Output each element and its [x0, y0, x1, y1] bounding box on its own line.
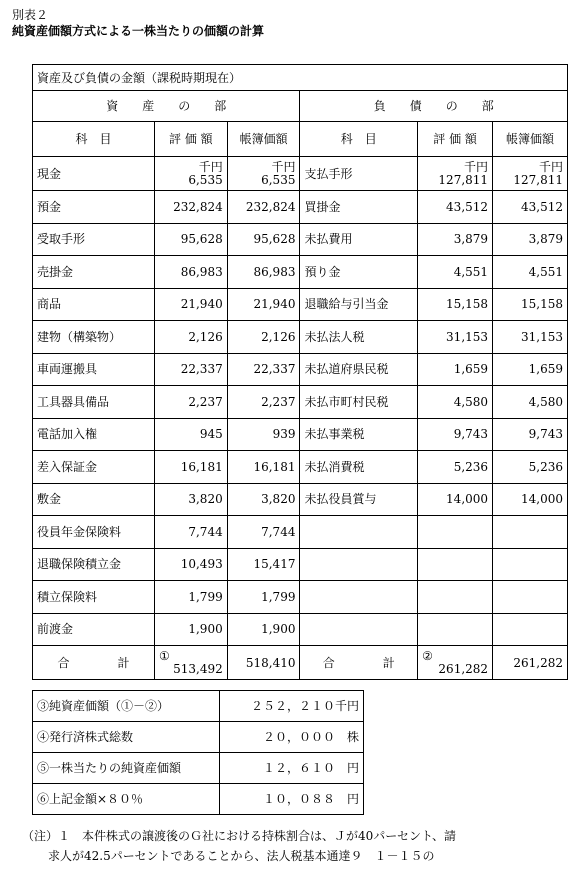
- table-row: [33, 353, 568, 386]
- asset-book-value: 6,535: [261, 172, 296, 187]
- asset-book-header: 帳簿価額: [227, 122, 300, 157]
- asset-item: 建物（構築物）: [33, 321, 155, 354]
- summary-value: ２５２，２１０千円: [220, 691, 364, 722]
- table-row: [33, 548, 568, 581]
- table-row: [33, 386, 568, 419]
- asset-eval: 945: [154, 418, 227, 451]
- asset-eval: 10,493: [154, 548, 227, 581]
- table-row: [33, 191, 568, 224]
- liability-item: 未払消費税: [300, 451, 418, 484]
- assets-liabilities-table: [32, 64, 568, 680]
- liability-item: 未払費用: [300, 223, 418, 256]
- empty-cell: [493, 581, 568, 614]
- summary-value: １０，０８８ 円: [220, 784, 364, 815]
- liability-book: 14,000: [493, 483, 568, 516]
- liability-book: [493, 157, 568, 191]
- table-row: [33, 483, 568, 516]
- liability-book: 9,743: [493, 418, 568, 451]
- empty-cell: [493, 613, 568, 646]
- asset-item: 売掛金: [33, 256, 155, 289]
- liability-item-header: 科 目: [300, 122, 418, 157]
- liability-eval-header: 評 価 額: [418, 122, 493, 157]
- liability-item: 未払役員賞与: [300, 483, 418, 516]
- asset-eval: 2,126: [154, 321, 227, 354]
- table-row: [33, 256, 568, 289]
- table-row: [33, 418, 568, 451]
- totals-row: [33, 646, 568, 680]
- asset-item: 積立保険料: [33, 581, 155, 614]
- liability-book: 31,153: [493, 321, 568, 354]
- footnote: [22, 826, 572, 866]
- asset-item: 敷金: [33, 483, 155, 516]
- asset-total-book: 518,410: [227, 646, 300, 680]
- asset-eval-header: 評 価 額: [154, 122, 227, 157]
- asset-eval: 21,940: [154, 288, 227, 321]
- liability-book: 1,659: [493, 353, 568, 386]
- table-row: [33, 581, 568, 614]
- asset-eval: 95,628: [154, 223, 227, 256]
- asset-eval: 2,237: [154, 386, 227, 419]
- assets-section-header: 資 産 の 部: [33, 91, 300, 122]
- summary-row: [33, 753, 364, 784]
- asset-book: 2,237: [227, 386, 300, 419]
- liability-book: 5,236: [493, 451, 568, 484]
- asset-book: 95,628: [227, 223, 300, 256]
- empty-cell: [418, 613, 493, 646]
- table-row: [33, 451, 568, 484]
- liability-total-eval: [418, 646, 493, 680]
- asset-book: 86,983: [227, 256, 300, 289]
- asset-total-label: 合 計: [33, 646, 155, 680]
- asset-book: 21,940: [227, 288, 300, 321]
- summary-label: ⑤一株当たりの純資産価額: [33, 753, 220, 784]
- asset-book: 1,900: [227, 613, 300, 646]
- summary-row: [33, 784, 364, 815]
- table-row: [33, 613, 568, 646]
- document-title: 純資産価額方式による一株当たりの価額の計算: [12, 24, 265, 38]
- asset-eval: [154, 157, 227, 191]
- liability-eval: 15,158: [418, 288, 493, 321]
- summary-label: ④発行済株式総数: [33, 722, 220, 753]
- liability-item: 未払道府県民税: [300, 353, 418, 386]
- footnote-line-2: 求人が42.5パーセントであることから、法人税基本通達９ １－１５の: [48, 849, 435, 863]
- liability-eval-value: 127,811: [438, 172, 489, 187]
- asset-item: 電話加入権: [33, 418, 155, 451]
- table-row: [33, 288, 568, 321]
- liability-book-header: 帳簿価額: [493, 122, 568, 157]
- asset-book: 22,337: [227, 353, 300, 386]
- asset-book: 7,744: [227, 516, 300, 549]
- liability-eval: 9,743: [418, 418, 493, 451]
- liability-book: 3,879: [493, 223, 568, 256]
- liability-book: 43,512: [493, 191, 568, 224]
- summary-row: [33, 691, 364, 722]
- liability-total-book: 261,282: [493, 646, 568, 680]
- liability-eval: 1,659: [418, 353, 493, 386]
- liability-eval: [418, 157, 493, 191]
- table-row: [33, 516, 568, 549]
- asset-item: 受取手形: [33, 223, 155, 256]
- empty-cell: [300, 548, 418, 581]
- empty-cell: [418, 516, 493, 549]
- liability-total-label: 合 計: [300, 646, 418, 680]
- liability-item: 未払法人税: [300, 321, 418, 354]
- asset-book: 16,181: [227, 451, 300, 484]
- liability-book-value: 127,811: [513, 172, 563, 187]
- liability-eval: 43,512: [418, 191, 493, 224]
- liability-item: 買掛金: [300, 191, 418, 224]
- liability-item: 預り金: [300, 256, 418, 289]
- asset-total-eval: [154, 646, 227, 680]
- asset-eval: 232,824: [154, 191, 227, 224]
- liability-eval: 4,551: [418, 256, 493, 289]
- empty-cell: [300, 613, 418, 646]
- liability-eval: 5,236: [418, 451, 493, 484]
- liability-item: 支払手形: [300, 157, 418, 191]
- unit-label: 千円: [464, 159, 489, 174]
- asset-eval: 1,900: [154, 613, 227, 646]
- empty-cell: [493, 548, 568, 581]
- table-row: [33, 157, 568, 191]
- asset-item: 退職保険積立金: [33, 548, 155, 581]
- empty-cell: [493, 516, 568, 549]
- liability-total-eval-value: 261,282: [438, 661, 489, 676]
- asset-eval-value: 6,535: [188, 172, 223, 187]
- empty-cell: [300, 516, 418, 549]
- asset-eval: 3,820: [154, 483, 227, 516]
- asset-eval: 1,799: [154, 581, 227, 614]
- summary-value: １２，６１０ 円: [220, 753, 364, 784]
- footnote-line-1: （注）１ 本件株式の譲渡後のＧ社における持株割合は、Ｊが40パーセント、請: [22, 829, 456, 843]
- asset-item: 車両運搬具: [33, 353, 155, 386]
- liability-item: 未払市町村民税: [300, 386, 418, 419]
- unit-label: 千円: [271, 159, 296, 174]
- liabilities-section-header: 負 債 の 部: [300, 91, 568, 122]
- unit-label: 千円: [198, 159, 223, 174]
- table-row: [33, 223, 568, 256]
- asset-eval: 16,181: [154, 451, 227, 484]
- liability-eval: 14,000: [418, 483, 493, 516]
- asset-book: 232,824: [227, 191, 300, 224]
- asset-book: 1,799: [227, 581, 300, 614]
- asset-item: 役員年金保険料: [33, 516, 155, 549]
- asset-item: 前渡金: [33, 613, 155, 646]
- asset-eval: 86,983: [154, 256, 227, 289]
- liability-eval: 3,879: [418, 223, 493, 256]
- empty-cell: [418, 548, 493, 581]
- asset-item-header: 科 目: [33, 122, 155, 157]
- liability-total-mark: ②: [422, 648, 433, 663]
- asset-book: 939: [227, 418, 300, 451]
- summary-row: [33, 722, 364, 753]
- asset-item: 商品: [33, 288, 155, 321]
- liability-eval: 31,153: [418, 321, 493, 354]
- table-row: [33, 321, 568, 354]
- liability-book: 4,580: [493, 386, 568, 419]
- asset-item: 工具器具備品: [33, 386, 155, 419]
- liability-book: 15,158: [493, 288, 568, 321]
- empty-cell: [418, 581, 493, 614]
- summary-label: ③純資産価額（①－②）: [33, 691, 220, 722]
- asset-book: 15,417: [227, 548, 300, 581]
- liability-item: 未払事業税: [300, 418, 418, 451]
- liability-eval: 4,580: [418, 386, 493, 419]
- asset-eval: 22,337: [154, 353, 227, 386]
- asset-total-mark: ①: [158, 648, 170, 663]
- asset-eval: 7,744: [154, 516, 227, 549]
- asset-book: 3,820: [227, 483, 300, 516]
- liability-book: 4,551: [493, 256, 568, 289]
- table-caption: 資産及び負債の金額（課税時期現在）: [33, 65, 568, 91]
- summary-table: [32, 690, 364, 815]
- appendix-label: 別表２: [12, 8, 49, 22]
- summary-value: ２０，０００ 株: [220, 722, 364, 753]
- summary-label: ⑥上記金額×８０％: [33, 784, 220, 815]
- asset-item: 差入保証金: [33, 451, 155, 484]
- liability-item: 退職給与引当金: [300, 288, 418, 321]
- asset-total-eval-value: 513,492: [173, 661, 223, 676]
- unit-label: 千円: [538, 159, 563, 174]
- asset-item: 預金: [33, 191, 155, 224]
- asset-book: [227, 157, 300, 191]
- asset-item: 現金: [33, 157, 155, 191]
- empty-cell: [300, 581, 418, 614]
- asset-book: 2,126: [227, 321, 300, 354]
